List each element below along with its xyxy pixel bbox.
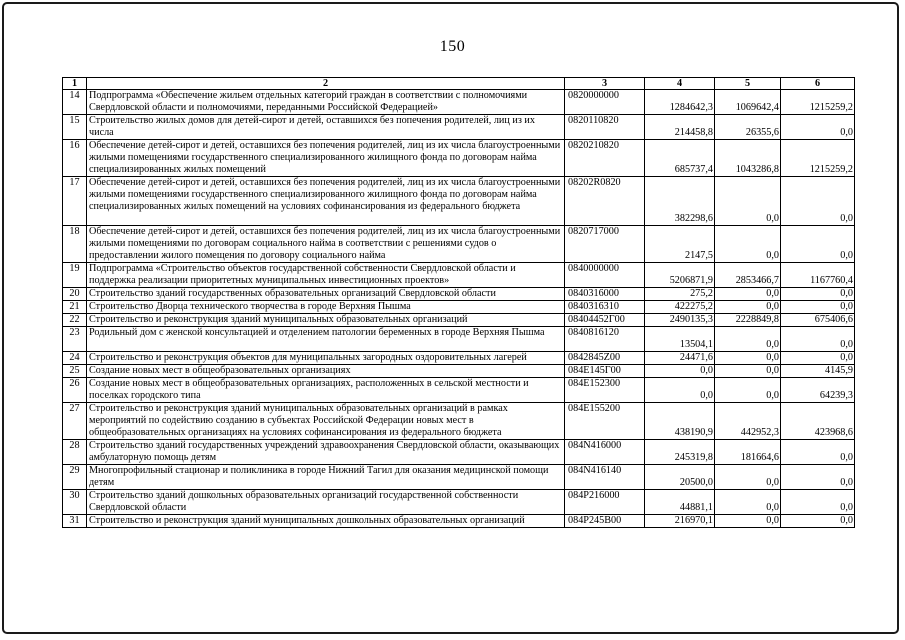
table-row bbox=[63, 140, 855, 177]
value-col6-cell: 0,0 bbox=[781, 288, 855, 301]
value-col4-cell: 1284642,3 bbox=[645, 90, 715, 115]
table-header-row bbox=[63, 78, 855, 90]
table-row bbox=[63, 90, 855, 115]
row-name-cell: Подпрограмма «Обеспечение жильем отдельных категорий граждан в соответствии с полномочиями Свердловской области и полномочиями, переданными Российской Федерацией» bbox=[87, 90, 565, 115]
value-col5-cell: 0,0 bbox=[715, 177, 781, 226]
budget-code-cell: 0840316310 bbox=[565, 301, 645, 314]
row-name-cell: Обеспечение детей-сирот и детей, оставшихся без попечения родителей, лиц из их числа благоустроенными жилыми помещениями государственного специализированного жилищного фонда по договорам найма специализированных жилых помещений на условиях софинансирования из федерального бюджета bbox=[87, 177, 565, 226]
table-row bbox=[63, 352, 855, 365]
value-col4-cell: 422275,2 bbox=[645, 301, 715, 314]
value-col4-cell: 245319,8 bbox=[645, 440, 715, 465]
value-col6-cell: 1215259,2 bbox=[781, 90, 855, 115]
column-header: 1 bbox=[63, 78, 87, 90]
table-row bbox=[63, 177, 855, 226]
budget-code-cell: 0820717000 bbox=[565, 226, 645, 263]
budget-code-cell: 0840000000 bbox=[565, 263, 645, 288]
value-col4-cell: 44881,1 bbox=[645, 490, 715, 515]
value-col6-cell: 0,0 bbox=[781, 301, 855, 314]
budget-code-cell: 084P216000 bbox=[565, 490, 645, 515]
value-col4-cell: 5206871,9 bbox=[645, 263, 715, 288]
table-row bbox=[63, 327, 855, 352]
column-header: 3 bbox=[565, 78, 645, 90]
column-header: 5 bbox=[715, 78, 781, 90]
value-col4-cell: 2147,5 bbox=[645, 226, 715, 263]
row-name-cell: Обеспечение детей-сирот и детей, оставшихся без попечения родителей, лиц из их числа благоустроенными жилыми помещениями по договорам социального найма в соответствии с решениями судов о предоставлении жилого помещения по договору социального найма bbox=[87, 226, 565, 263]
row-name-cell: Родильный дом с женской консультацией и отделением патологии беременных в городе Верхняя Пышма bbox=[87, 327, 565, 352]
value-col5-cell: 0,0 bbox=[715, 490, 781, 515]
row-name-cell: Многопрофильный стационар и поликлиника в городе Нижний Тагил для оказания медицинской помощи детям bbox=[87, 465, 565, 490]
column-header: 2 bbox=[87, 78, 565, 90]
row-number-cell: 18 bbox=[63, 226, 87, 263]
value-col4-cell: 0,0 bbox=[645, 378, 715, 403]
budget-code-cell: 0842845Z00 bbox=[565, 352, 645, 365]
row-name-cell: Строительство зданий государственных учреждений здравоохранения Свердловской области, оказывающих амбулаторную помощь детям bbox=[87, 440, 565, 465]
value-col5-cell: 1043286,8 bbox=[715, 140, 781, 177]
budget-code-cell: 0820000000 bbox=[565, 90, 645, 115]
value-col6-cell: 0,0 bbox=[781, 490, 855, 515]
budget-code-cell: 0820210820 bbox=[565, 140, 645, 177]
row-number-cell: 26 bbox=[63, 378, 87, 403]
table-row bbox=[63, 115, 855, 140]
row-number-cell: 24 bbox=[63, 352, 87, 365]
value-col4-cell: 2490135,3 bbox=[645, 314, 715, 327]
page-number: 150 bbox=[439, 38, 466, 55]
table-row bbox=[63, 403, 855, 440]
row-name-cell: Обеспечение детей-сирот и детей, оставшихся без попечения родителей, лиц из их числа благоустроенными жилыми помещениями государственного специализированного жилищного фонда по договорам найма специализированных жилых помещений bbox=[87, 140, 565, 177]
row-number-cell: 19 bbox=[63, 263, 87, 288]
budget-code-cell: 08404452Г00 bbox=[565, 314, 645, 327]
table-row bbox=[63, 378, 855, 403]
value-col4-cell: 13504,1 bbox=[645, 327, 715, 352]
table-row bbox=[63, 490, 855, 515]
value-col5-cell: 2853466,7 bbox=[715, 263, 781, 288]
budget-table bbox=[62, 77, 855, 528]
value-col4-cell: 24471,6 bbox=[645, 352, 715, 365]
value-col4-cell: 438190,9 bbox=[645, 403, 715, 440]
row-name-cell: Создание новых мест в общеобразовательных организациях bbox=[87, 365, 565, 378]
value-col6-cell: 0,0 bbox=[781, 327, 855, 352]
value-col6-cell: 1167760,4 bbox=[781, 263, 855, 288]
table-row bbox=[63, 314, 855, 327]
table-row bbox=[63, 301, 855, 314]
value-col6-cell: 4145,9 bbox=[781, 365, 855, 378]
row-name-cell: Строительство и реконструкция зданий муниципальных дошкольных образовательных организаций bbox=[87, 515, 565, 528]
table-body bbox=[63, 78, 855, 528]
budget-code-cell: 084N416140 bbox=[565, 465, 645, 490]
column-header: 6 bbox=[781, 78, 855, 90]
value-col4-cell: 216970,1 bbox=[645, 515, 715, 528]
value-col6-cell: 0,0 bbox=[781, 226, 855, 263]
value-col4-cell: 20500,0 bbox=[645, 465, 715, 490]
row-number-cell: 15 bbox=[63, 115, 87, 140]
value-col5-cell: 2228849,8 bbox=[715, 314, 781, 327]
budget-code-cell: 08202R0820 bbox=[565, 177, 645, 226]
value-col5-cell: 0,0 bbox=[715, 301, 781, 314]
value-col6-cell: 64239,3 bbox=[781, 378, 855, 403]
budget-code-cell: 084N416000 bbox=[565, 440, 645, 465]
value-col5-cell: 181664,6 bbox=[715, 440, 781, 465]
row-number-cell: 28 bbox=[63, 440, 87, 465]
value-col6-cell: 0,0 bbox=[781, 515, 855, 528]
row-number-cell: 21 bbox=[63, 301, 87, 314]
table-row bbox=[63, 515, 855, 528]
value-col5-cell: 26355,6 bbox=[715, 115, 781, 140]
row-name-cell: Строительство жилых домов для детей-сирот и детей, оставшихся без попечения родителей, лиц из их числа bbox=[87, 115, 565, 140]
row-name-cell: Создание новых мест в общеобразовательных организациях, расположенных в сельской местности и поселках городского типа bbox=[87, 378, 565, 403]
value-col4-cell: 275,2 bbox=[645, 288, 715, 301]
row-number-cell: 29 bbox=[63, 465, 87, 490]
value-col6-cell: 1215259,2 bbox=[781, 140, 855, 177]
table-row bbox=[63, 440, 855, 465]
row-number-cell: 17 bbox=[63, 177, 87, 226]
row-number-cell: 25 bbox=[63, 365, 87, 378]
value-col4-cell: 214458,8 bbox=[645, 115, 715, 140]
row-name-cell: Строительство и реконструкция зданий муниципальных образовательных организаций в рамках мероприятий по содействию созданию в субъектах Российской Федерации новых мест в общеобразовательных организациях на условиях софинансирования из федерального бюджета bbox=[87, 403, 565, 440]
value-col5-cell: 0,0 bbox=[715, 226, 781, 263]
value-col5-cell: 0,0 bbox=[715, 288, 781, 301]
value-col5-cell: 0,0 bbox=[715, 378, 781, 403]
value-col5-cell: 442952,3 bbox=[715, 403, 781, 440]
budget-code-cell: 0820110820 bbox=[565, 115, 645, 140]
table-row bbox=[63, 226, 855, 263]
table-row bbox=[63, 288, 855, 301]
row-number-cell: 23 bbox=[63, 327, 87, 352]
budget-code-cell: 084E152300 bbox=[565, 378, 645, 403]
value-col5-cell: 1069642,4 bbox=[715, 90, 781, 115]
table-row bbox=[63, 263, 855, 288]
row-number-cell: 27 bbox=[63, 403, 87, 440]
row-number-cell: 22 bbox=[63, 314, 87, 327]
table-row bbox=[63, 465, 855, 490]
budget-code-cell: 084E145Г00 bbox=[565, 365, 645, 378]
value-col6-cell: 0,0 bbox=[781, 352, 855, 365]
value-col5-cell: 0,0 bbox=[715, 327, 781, 352]
row-name-cell: Строительство и реконструкция объектов для муниципальных загородных оздоровительных лагерей bbox=[87, 352, 565, 365]
row-name-cell: Строительство и реконструкция зданий муниципальных образовательных организаций bbox=[87, 314, 565, 327]
column-header: 4 bbox=[645, 78, 715, 90]
budget-code-cell: 0840816120 bbox=[565, 327, 645, 352]
value-col6-cell: 675406,6 bbox=[781, 314, 855, 327]
row-name-cell: Подпрограмма «Строительство объектов государственной собственности Свердловской области и поддержка реализации приоритетных муниципальных инвестиционных проектов» bbox=[87, 263, 565, 288]
value-col4-cell: 0,0 bbox=[645, 365, 715, 378]
value-col4-cell: 382298,6 bbox=[645, 177, 715, 226]
value-col4-cell: 685737,4 bbox=[645, 140, 715, 177]
value-col6-cell: 0,0 bbox=[781, 440, 855, 465]
row-number-cell: 20 bbox=[63, 288, 87, 301]
row-name-cell: Строительство Дворца технического творчества в городе Верхняя Пышма bbox=[87, 301, 565, 314]
value-col6-cell: 0,0 bbox=[781, 115, 855, 140]
table-row bbox=[63, 365, 855, 378]
value-col6-cell: 423968,6 bbox=[781, 403, 855, 440]
row-name-cell: Строительство зданий государственных образовательных организаций Свердловской области bbox=[87, 288, 565, 301]
row-number-cell: 31 bbox=[63, 515, 87, 528]
row-name-cell: Строительство зданий дошкольных образовательных организаций государственной собственности Свердловской области bbox=[87, 490, 565, 515]
budget-code-cell: 084P245В00 bbox=[565, 515, 645, 528]
value-col6-cell: 0,0 bbox=[781, 465, 855, 490]
value-col5-cell: 0,0 bbox=[715, 515, 781, 528]
budget-code-cell: 084E155200 bbox=[565, 403, 645, 440]
row-number-cell: 14 bbox=[63, 90, 87, 115]
value-col5-cell: 0,0 bbox=[715, 352, 781, 365]
value-col6-cell: 0,0 bbox=[781, 177, 855, 226]
row-number-cell: 16 bbox=[63, 140, 87, 177]
budget-code-cell: 0840316000 bbox=[565, 288, 645, 301]
value-col5-cell: 0,0 bbox=[715, 465, 781, 490]
row-number-cell: 30 bbox=[63, 490, 87, 515]
value-col5-cell: 0,0 bbox=[715, 365, 781, 378]
